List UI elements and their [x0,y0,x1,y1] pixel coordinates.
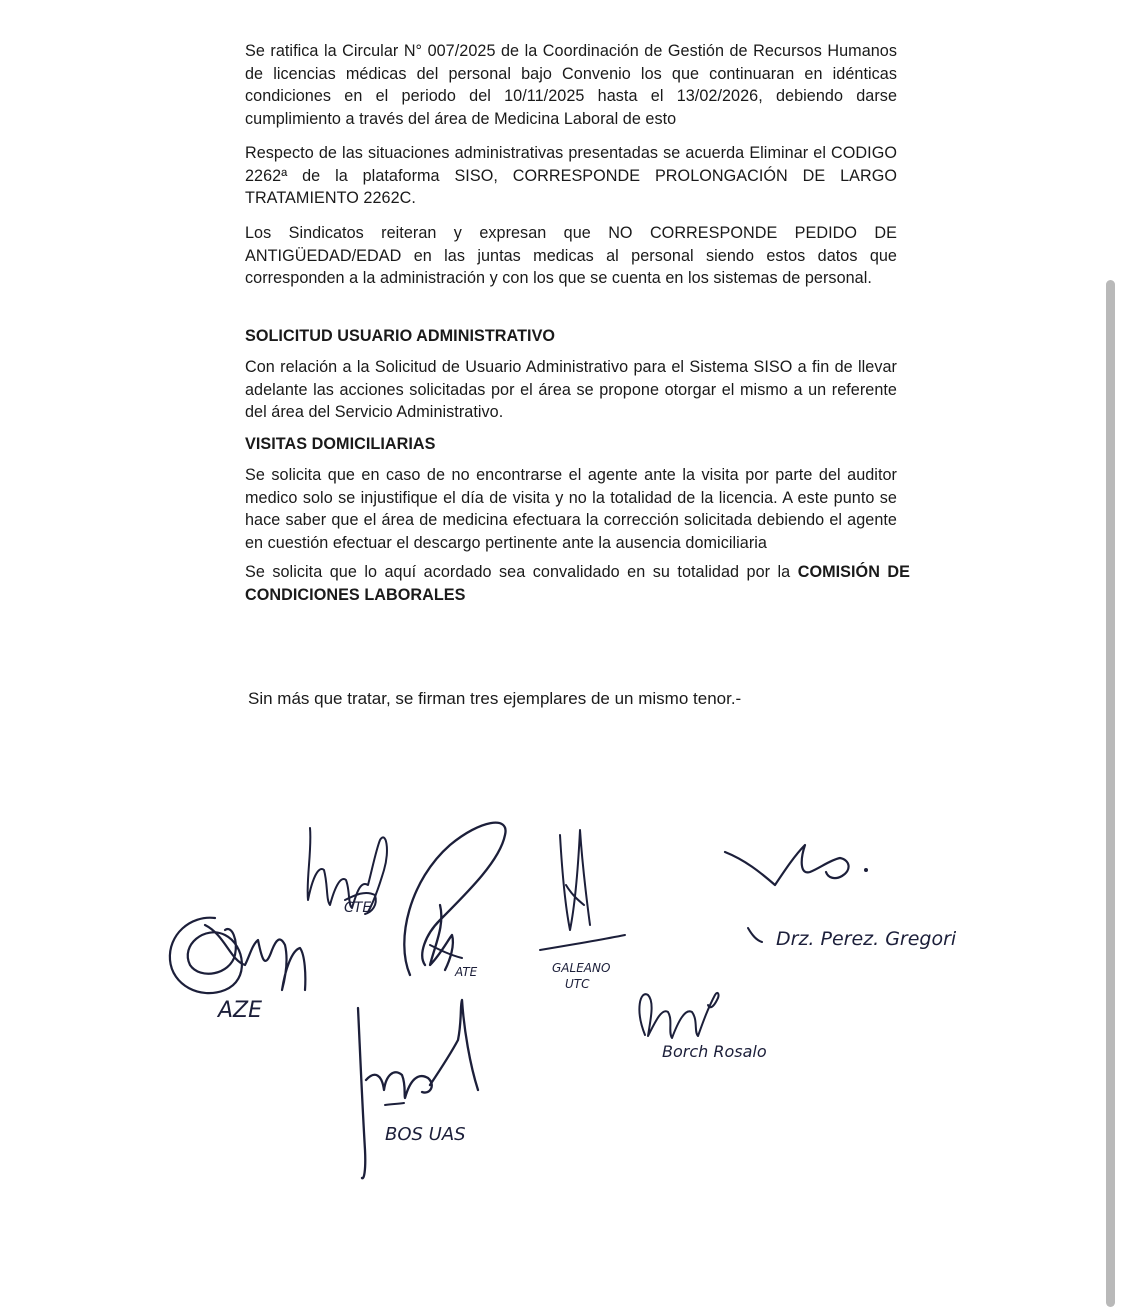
signature-5-label: Drz. Perez. Gregori [776,928,957,950]
heading-solicitud-usuario: SOLICITUD USUARIO ADMINISTRATIVO [245,327,556,345]
signature-4 [540,830,625,950]
signature-1-label: AZE [218,998,263,1023]
comision-name: COMISIÓN DE CONDICIONES LABORALES [245,563,910,604]
signature-2-label: CTE [344,900,372,916]
signature-3-label: ATE [455,965,478,979]
signature-6 [639,993,718,1038]
paragraph-visitas: Se solicita que en caso de no encontrarse el agente ante la visita por parte del auditor medico solo se injustifique el día de visita y no la totalidad de la licencia. A este punto se hace saber que el área de medicina efectuara la corrección solicitada debiendo el agente en cuestión efectuar el descargo pertinente ante la ausencia domiciliaria [245,466,897,552]
signature-1 [170,918,305,993]
signature-6-label: Borch Rosalo [662,1042,767,1061]
scrollbar-thumb[interactable] [1106,280,1115,1307]
paragraph-circular: Se ratifica la Circular N° 007/2025 de la Coordinación de Gestión de Recursos Humanos de licencias médicas del personal bajo Convenio los que continuaran en idénticas condiciones en el periodo del 10/11/2025 hasta el 13/02/2026, debiendo darse cumplimiento a través del área de Medicina Laboral de esto [245,42,897,128]
heading-visitas-domiciliarias: VISITAS DOMICILIARIAS [245,435,436,453]
signature-7-label: BOS UAS [385,1124,466,1145]
signature-3 [404,823,505,975]
paragraph-sindicatos: Los Sindicatos reiteran y expresan que NO CORRESPONDE PEDIDO DE ANTIGÜEDAD/EDAD en las juntas medicas al personal siendo estos datos que corresponden a la administración y con los que se cuenta en los sistemas de personal. [245,224,897,287]
closing-statement: Sin más que tratar, se firman tres ejemplares de un mismo tenor.- [248,689,742,708]
paragraph-situaciones: Respecto de las situaciones administrativas presentadas se acuerda Eliminar el CODIGO 2262ª de la plataforma SISO, CORRESPONDE PROLONGACIÓN DE LARGO TRATAMIENTO 2262C. [245,144,897,207]
paragraph-convalidacion-text: Se solicita que lo aquí acordado sea convalidado en su totalidad por la [245,563,798,581]
paragraph-solicitud-usuario: Con relación a la Solicitud de Usuario Administrativo para el Sistema SISO a fin de llevar adelante las acciones solicitadas por el área se propone otorgar el mismo a un referente del área del Servicio Administrativo. [245,358,897,421]
signature-4-label: GALEANO UTC [552,961,611,991]
signature-7 [358,1000,478,1178]
